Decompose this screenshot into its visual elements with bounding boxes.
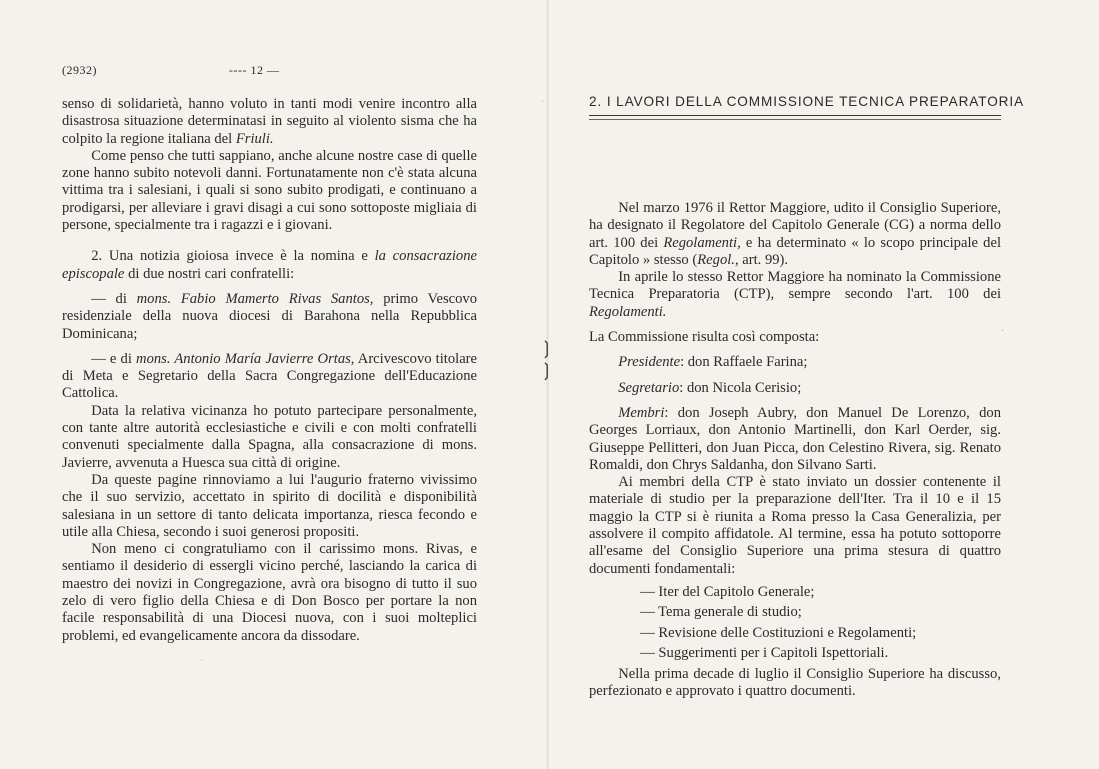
document-list bbox=[589, 584, 1001, 662]
text-run: senso di solidarietà, hanno voluto in tanti modi venire incontro alla disastrosa situazione determinatasi in seguito al violento sisma che ha colpito la regione italiana del bbox=[62, 96, 477, 147]
text-run: La Commissione risulta così composta: bbox=[589, 329, 820, 346]
paragraph bbox=[589, 405, 1001, 474]
text-run: Come penso che tutti sappiano, anche alcune nostre case di quelle zone hanno subito notevoli danni. Fortunatamente non c'è stata alcuna vittima tra i salesiani, i quali si sono subito prodigati, e continuano a prodigarsi, per alleviare i gravi disagi a cui sono sottoposte migliaia di persone, specialmente tra i ragazzi e i giovani. bbox=[62, 147, 477, 234]
text-run: Arcivescovo titolare di Meta e Segretario della Sacra Congregazione dell'Educazione Cattolica. bbox=[62, 350, 478, 402]
paragraph bbox=[589, 380, 1001, 397]
list-item: — Revisione delle Costituzioni e Regolamenti; bbox=[640, 624, 917, 641]
text-run: : don Joseph Aubry, don Manuel De Lorenzo, don Georges Lorriaux, don Antonio Martinelli, don Karl Oerder, sig. Giuseppe Pellitteri, don Juan Picca, don Celestino Rivera, sig. Renato Romaldi, don Chrys Saldanha, don Silvano Sarti. bbox=[589, 404, 1001, 473]
paragraph bbox=[62, 248, 477, 283]
margin-mark: ❳ bbox=[539, 338, 555, 359]
paragraph bbox=[62, 472, 477, 541]
italic-text: la consacrazione episcopale bbox=[62, 248, 477, 282]
page-archive-number: (2932) bbox=[62, 63, 97, 77]
italic-text: mons. Antonio María Javierre Ortas, bbox=[136, 350, 355, 367]
italic-text: mons. Fabio Mamerto Rivas Santos, bbox=[136, 290, 374, 307]
paper-speck: · bbox=[541, 97, 545, 108]
italic-text: Membri bbox=[618, 404, 665, 421]
paper-speck: · bbox=[200, 656, 204, 667]
text-run: 2. Una notizia gioiosa invece è la nomina e bbox=[91, 248, 375, 265]
paragraph bbox=[589, 329, 1001, 346]
text-run: : don Nicola Cerisio; bbox=[679, 379, 802, 396]
paper-speck: · bbox=[1001, 326, 1005, 337]
paragraph bbox=[62, 351, 477, 403]
text-run: Da queste pagine rinnoviamo a lui l'augurio fraterno vivissimo che il suo servizio, accettato in spirito di docilità e disponibilità salesiana in un settore di tanto delicata importanza, riesca fecondo e utile alla Chiesa, secondo i suoi generosi propositi. bbox=[62, 471, 477, 540]
paragraph bbox=[589, 474, 1001, 578]
paragraph bbox=[62, 541, 477, 645]
text-run: di due nostri cari confratelli: bbox=[124, 265, 295, 282]
section-title: 2. I LAVORI DELLA COMMISSIONE TECNICA PREPARATORIA bbox=[589, 94, 1001, 116]
italic-text: Segretario bbox=[618, 379, 680, 396]
title-rule bbox=[589, 119, 1001, 120]
paragraph bbox=[62, 96, 477, 148]
italic-text: Presidente bbox=[618, 354, 681, 371]
list-item: — Suggerimenti per i Capitoli Ispettoriali. bbox=[640, 644, 889, 661]
paragraph bbox=[589, 200, 1001, 269]
list-item: — Tema generale di studio; bbox=[640, 604, 802, 621]
italic-text: Regolamenti. bbox=[589, 303, 667, 320]
text-run: Data la relativa vicinanza ho potuto partecipare personalmente, con tante altre autorità ecclesiastiche e civili e con molti confratelli convenuti specialmente dalla Spagna, alla consacrazione di mons. Javierre, avvenuta a Huesca sua città di origine. bbox=[62, 402, 477, 471]
paragraph bbox=[62, 148, 477, 234]
text-run: Ai membri della CTP è stato inviato un dossier contenente il materiale di studio per la preparazione dell'Iter. Tra il 10 e il 15 maggio la CTP si è riunita a Roma presso la Casa Generalizia, per assolvere il compito affidatole. Al termine, essa ha potuto sottoporre all'esame del Consiglio Superiore una prima stesura di quattro documenti fondamentali: bbox=[589, 474, 1001, 577]
paragraph bbox=[589, 666, 1001, 701]
paragraph bbox=[62, 403, 477, 472]
text-run: — di bbox=[91, 290, 137, 307]
left-body-text bbox=[62, 96, 477, 645]
text-run: — e di bbox=[91, 350, 137, 367]
text-run: Nel marzo 1976 il Rettor Maggiore, udito il Consiglio Superiore, ha designato il Regolatore del Capitolo Generale (CG) a norma dello art. 100 dei bbox=[589, 200, 1001, 251]
paragraph bbox=[589, 354, 1001, 371]
italic-text: Regolamenti, bbox=[663, 234, 741, 251]
italic-text: Friuli. bbox=[235, 130, 274, 147]
paragraph bbox=[589, 269, 1001, 321]
list-item: — Iter del Capitolo Generale; bbox=[640, 583, 815, 600]
text-run: Nella prima decade di luglio il Consiglio Superiore ha discusso, perfezionato e approvato i quattro documenti. bbox=[589, 666, 1001, 700]
text-run: primo Vescovo residenziale della nuova diocesi di Barahona nella Repubblica Dominicana; bbox=[62, 290, 477, 342]
margin-mark: ❳ bbox=[539, 360, 555, 381]
left-page bbox=[0, 0, 549, 769]
text-run: In aprile lo stesso Rettor Maggiore ha nominato la Commissione Tecnica Preparatoria (CTP), sempre secondo l'art. 100 dei bbox=[589, 269, 1001, 303]
text-run: , art. 99). bbox=[734, 251, 789, 268]
paragraph bbox=[62, 291, 477, 343]
text-run: e ha determinato « lo scopo principale del Capitolo » stesso ( bbox=[589, 234, 1001, 268]
text-run: Non meno ci congratuliamo con il carissimo mons. Rivas, e sentiamo il desiderio di essergli vicino perché, lasciando la carica di maestro dei novizi in Congregazione, avrà ora bisogno di tutto il suo zelo di vero figlio della Chiesa e di Don Bosco per portare la non facile responsabilità di una Diocesi nuova, con i suoi molteplici problemi, ed evangelicamente ancora da dissodare. bbox=[62, 541, 477, 644]
right-body-text bbox=[589, 200, 1001, 701]
page-number: ---- 12 — bbox=[229, 63, 280, 77]
italic-text: Regol. bbox=[697, 251, 735, 268]
text-run: : don Raffaele Farina; bbox=[680, 354, 808, 371]
